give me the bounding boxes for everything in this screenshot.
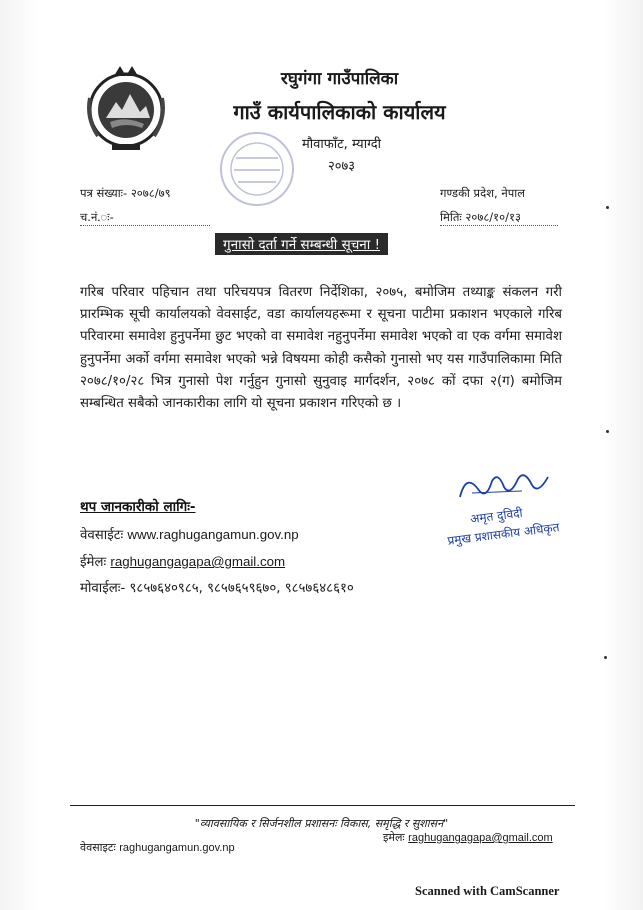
footer-divider [70,805,575,806]
footer-website-label: वेवसाइटः [80,841,116,854]
signatory-name: अमृत दुविदी [469,505,524,527]
province-name: गण्डकी प्रदेश, नेपाल [440,186,526,200]
notice-subject: गुनासो दर्ता गर्ने सम्बन्धी सूचना ! [215,233,388,255]
mobile-numbers: ९८५७६४०९८५, ९८५७६५९६७०, ९८५७६४८६१० [129,581,354,596]
date-label: मितिः [440,210,462,224]
letter-date [440,210,558,226]
scanner-watermark: Scanned with CamScanner [415,884,560,898]
website-link[interactable]: www.raghugangamun.gov.np [127,527,299,542]
contact-website [80,525,299,543]
email-label: ईमेलः [80,555,107,570]
mobile-label: मोवाईलः- [80,581,126,596]
footer-email [383,830,553,845]
website-label: वेवसाईटः [80,528,124,543]
footer-website [80,840,235,855]
dispatch-number-label: च.नं.ः- [80,210,114,224]
contact-mobile [80,578,354,596]
contact-heading: थप जानकारीको लागिः- [80,499,196,515]
office-name: गाउँ कार्यपालिकाको कार्यालय [233,100,446,124]
office-address: मौवाफाँट, म्याग्दी [302,137,381,152]
municipality-name: रघुगंगा गाउँपालिका [280,69,399,89]
signatory-title: प्रमुख प्रशासकीय अधिकृत [446,520,561,548]
scan-speck [604,656,607,659]
scan-speck [606,206,609,209]
established-year: २०७३ [327,159,356,174]
scan-speck [606,430,609,433]
office-stamp-icon [216,128,298,210]
footer-email-label: इमेलः [383,831,405,844]
footer-website-link[interactable]: raghugangamun.gov.np [119,842,235,854]
letter-number-value: २०७८/७९ [130,186,171,200]
contact-email [80,552,285,570]
date-value: २०७८/१०/१३ [465,210,521,224]
dispatch-number [80,210,210,226]
notice-body: गरिब परिवार पहिचान तथा परिचयपत्र वितरण निर्देशिका, २०७५, बमोजिम तथ्याङ्क संकलन गरी प्रारम्भिक सूची कार्यालयको वेवसाईट, वडा कार्यालयहरूमा र सूचना पाटीमा प्रकाशन भएकाले गरिब परिवारमा समावेश हुनुपर्नेमा छुट भएको वा समावेश नहुनुपर्नेमा समावेश भएको वा एक वर्गमा समावेश हुनुपर्नेमा अर्को वर्गमा समावेश भएको भन्ने विषयमा कोही कसैको गुनासो भए यस गाउँपालिकामा मिति २०७८/१०/२८ भित्र गुनासो पेश गर्नुहुन गुनासो सुनुवाइ मार्गदर्शन, २०७८ कों दफा २(ग) बमोजिम सम्बन्धित सबैको जानकारीका लागि यो सूचना प्रकाशन गरिएको छ । [80,285,562,412]
handwritten-signature [452,467,562,507]
email-link[interactable]: raghugangagapa@gmail.com [110,554,286,569]
footer-email-link[interactable]: raghugangagapa@gmail.com [408,832,553,844]
footer-motto: "व्यावसायिक र सिर्जनशील प्रशासनः विकास, समृद्धि र सुशासन" [194,817,449,830]
letter-number-label: पत्र संख्याः- [80,186,128,200]
letter-number [80,186,171,201]
